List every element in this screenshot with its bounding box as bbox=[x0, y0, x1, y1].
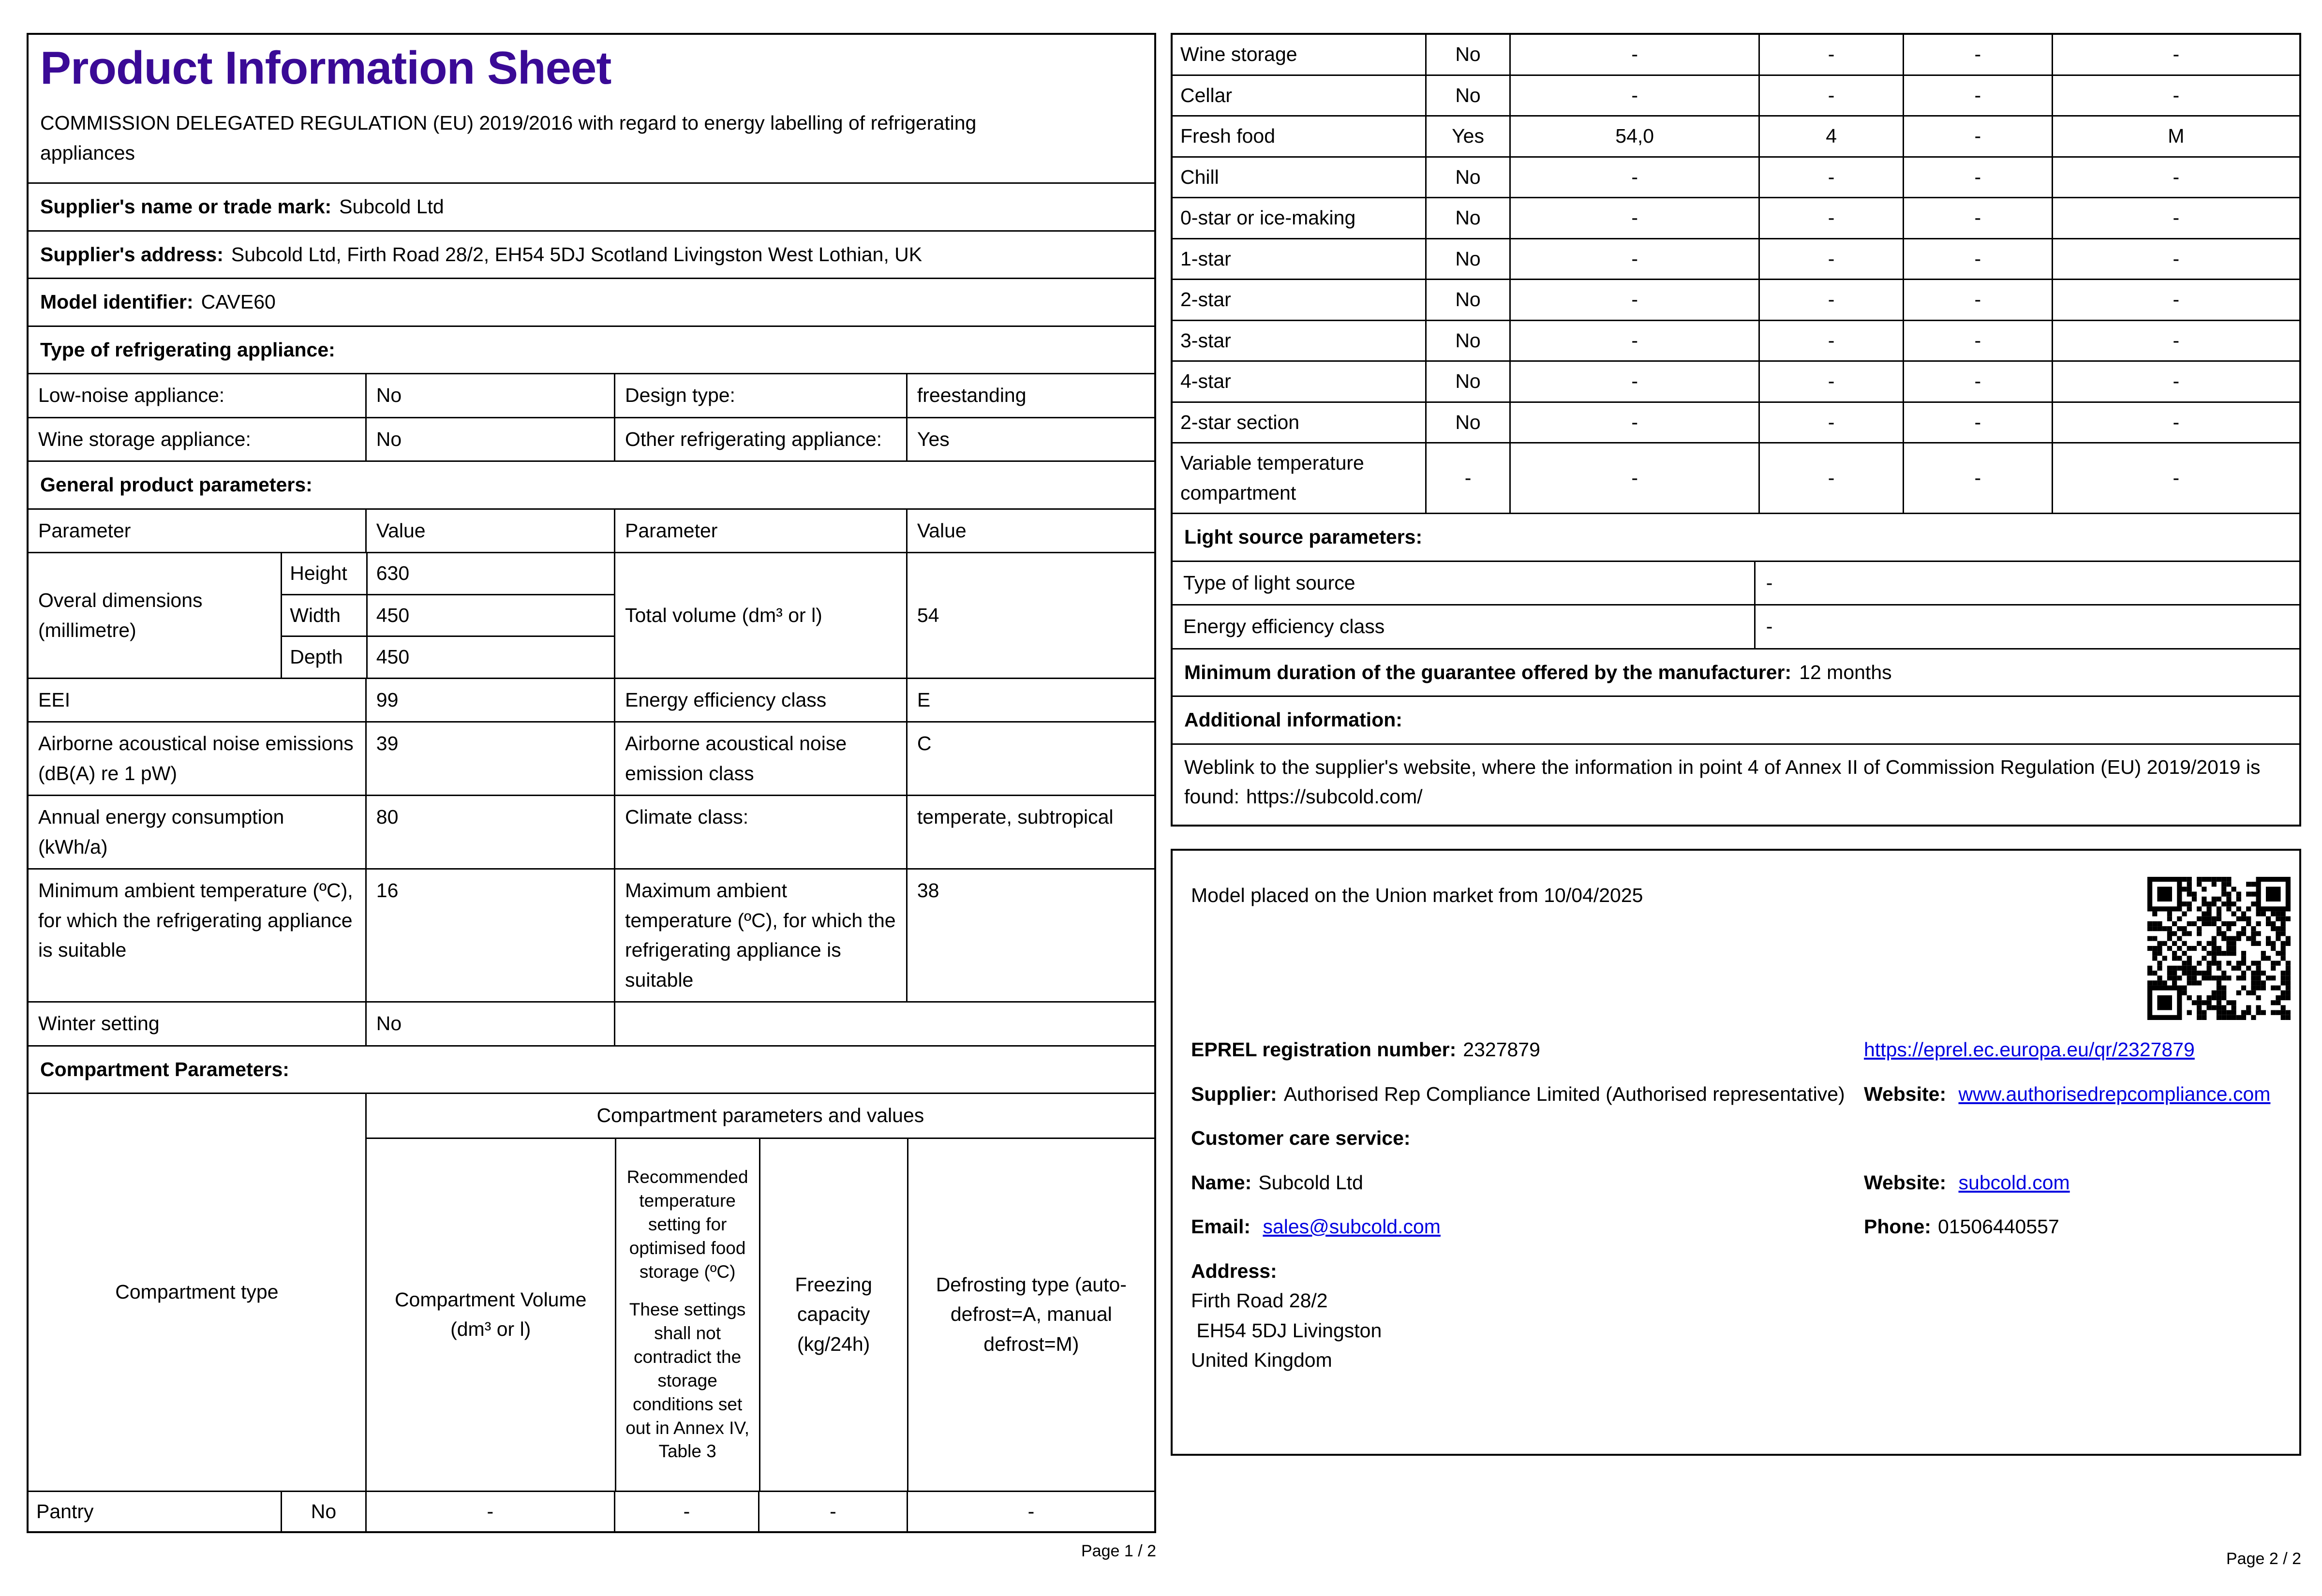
customer-website-link[interactable]: subcold.com bbox=[1958, 1171, 2070, 1194]
dimensions-label: Overal dimensions (millimetre) bbox=[38, 589, 203, 641]
depth-value: 450 bbox=[366, 637, 614, 678]
address-label: Address: bbox=[1191, 1259, 1277, 1282]
energy-class-label: Energy efficiency class bbox=[614, 679, 906, 722]
market-info-box bbox=[1171, 849, 2301, 1456]
customer-phone-value: 01506440557 bbox=[1937, 1215, 2059, 1238]
energy-consumption-value: 80 bbox=[365, 796, 614, 868]
winter-setting-label: Winter setting bbox=[38, 1012, 160, 1035]
row-label: Chill bbox=[1180, 165, 1219, 188]
additional-info-heading: Additional information: bbox=[1184, 709, 1402, 731]
compartment-row-1-star bbox=[1173, 238, 2299, 279]
compartment-row-wine-storage bbox=[1173, 35, 2299, 74]
climate-class-value: temperate, subtropical bbox=[906, 796, 1154, 868]
supplier-name-value: Subcold Ltd bbox=[339, 195, 444, 218]
customer-email-cell bbox=[1191, 1212, 1864, 1242]
row-label: 1-star bbox=[1180, 247, 1231, 270]
type-heading-row bbox=[29, 325, 1154, 373]
row-volume: 54,0 bbox=[1509, 117, 1758, 156]
max-ambient-value: 38 bbox=[906, 870, 1154, 1001]
light-source-type-row bbox=[1173, 561, 2299, 605]
eprel-value: 2327879 bbox=[1463, 1038, 1540, 1061]
row-label: Variable temperature compartment bbox=[1180, 452, 1364, 504]
height-label: Height bbox=[290, 562, 347, 585]
compartment-row-3-star bbox=[1173, 320, 2299, 361]
energy-class-value: E bbox=[906, 679, 1154, 722]
row-temp: - bbox=[1758, 321, 1903, 361]
row-label: 0-star or ice-making bbox=[1180, 207, 1356, 229]
eei-label: EEI bbox=[38, 688, 71, 711]
row-defrost: - bbox=[2052, 443, 2299, 513]
row-volume: - bbox=[1509, 158, 1758, 197]
model-identifier-value: CAVE60 bbox=[201, 291, 276, 313]
row-defrost: - bbox=[2052, 280, 2299, 320]
supplier-website-cell bbox=[1864, 1079, 2280, 1109]
eprel-link-cell bbox=[1864, 1035, 2280, 1065]
wine-storage-appliance-value: No bbox=[365, 418, 614, 461]
value-header-1: Value bbox=[365, 510, 614, 552]
additional-info-heading-row bbox=[1173, 695, 2299, 743]
low-noise-label: Low-noise appliance: bbox=[38, 384, 225, 407]
noise-class-value: C bbox=[906, 723, 1154, 795]
row-temp: - bbox=[1758, 443, 1903, 513]
noise-row bbox=[29, 721, 1154, 795]
row-temp: - bbox=[1758, 35, 1903, 74]
dimensions-row bbox=[29, 552, 1154, 678]
address-block bbox=[1191, 1256, 2280, 1375]
row-freezing: - bbox=[1903, 280, 2051, 320]
compartment-row-fresh-food bbox=[1173, 115, 2299, 156]
width-subrow bbox=[282, 594, 614, 636]
row-freezing: - bbox=[1903, 362, 2051, 401]
row-defrost: - bbox=[2052, 321, 2299, 361]
page-2-sheet bbox=[1171, 33, 2301, 1456]
row-volume: - bbox=[1509, 403, 1758, 443]
height-subrow bbox=[282, 553, 614, 594]
pantry-volume: - bbox=[365, 1492, 614, 1532]
compartment-row-2-star-section bbox=[1173, 401, 2299, 443]
row-volume: - bbox=[1509, 239, 1758, 279]
row-defrost: - bbox=[2052, 362, 2299, 401]
row-present: No bbox=[1425, 158, 1510, 197]
depth-subrow bbox=[282, 635, 614, 678]
design-type-value: freestanding bbox=[906, 374, 1154, 417]
row-present: No bbox=[1425, 403, 1510, 443]
eprel-label: EPREL registration number: bbox=[1191, 1038, 1457, 1061]
param-header-row bbox=[29, 508, 1154, 552]
customer-care-heading: Customer care service: bbox=[1191, 1127, 1411, 1149]
row-freezing: - bbox=[1903, 76, 2051, 116]
row-defrost: - bbox=[2052, 198, 2299, 238]
supplier-row bbox=[1191, 1079, 2280, 1109]
row-present: No bbox=[1425, 35, 1510, 74]
pantry-defrost: - bbox=[907, 1492, 1154, 1532]
pantry-present: No bbox=[281, 1492, 365, 1532]
address-line-3: United Kingdom bbox=[1191, 1349, 1332, 1371]
ambient-temperature-row bbox=[29, 868, 1154, 1001]
winter-setting-empty bbox=[614, 1003, 1154, 1045]
row-temp: - bbox=[1758, 280, 1903, 320]
low-noise-row bbox=[29, 373, 1154, 417]
supplier-value: Authorised Rep Compliance Limited (Authorised representative) bbox=[1283, 1082, 1845, 1105]
customer-phone-label: Phone: bbox=[1864, 1215, 1931, 1238]
depth-label: Depth bbox=[290, 646, 343, 668]
customer-phone-cell bbox=[1864, 1212, 2280, 1242]
row-freezing: - bbox=[1903, 321, 2051, 361]
defrosting-type-header: Defrosting type (auto-defrost=A, manual defrost=M) bbox=[907, 1139, 1154, 1491]
min-ambient-value: 16 bbox=[365, 870, 614, 1001]
customer-contact-row bbox=[1191, 1212, 2280, 1242]
page-2-number: Page 2 / 2 bbox=[2226, 1550, 2301, 1568]
supplier-label: Supplier: bbox=[1191, 1082, 1277, 1105]
row-present: - bbox=[1425, 443, 1510, 513]
recommended-temp-text-1: Recommended temperature setting for optimised food storage (ºC) bbox=[626, 1167, 748, 1282]
row-freezing: - bbox=[1903, 35, 2051, 74]
compartment-group-header: Compartment parameters and values bbox=[596, 1104, 924, 1127]
row-present: No bbox=[1425, 198, 1510, 238]
supplier-website-link[interactable]: www.authorisedrepcompliance.com bbox=[1958, 1082, 2271, 1105]
row-freezing: - bbox=[1903, 239, 2051, 279]
eei-value: 99 bbox=[365, 679, 614, 722]
light-source-type-label: Type of light source bbox=[1183, 571, 1355, 594]
guarantee-label: Minimum duration of the guarantee offered by the manufacturer: bbox=[1184, 661, 1792, 683]
supplier-name-row bbox=[29, 182, 1154, 230]
row-present: No bbox=[1425, 76, 1510, 116]
customer-email-link[interactable]: sales@subcold.com bbox=[1263, 1215, 1441, 1238]
row-temp: - bbox=[1758, 76, 1903, 116]
row-label: Fresh food bbox=[1180, 125, 1275, 147]
customer-name-cell bbox=[1191, 1168, 1864, 1198]
energy-consumption-label: Annual energy consumption (kWh/a) bbox=[38, 806, 284, 858]
page-2-table bbox=[1171, 33, 2301, 827]
compartment-heading: Compartment Parameters: bbox=[40, 1058, 289, 1080]
pantry-temp: - bbox=[614, 1492, 758, 1532]
light-source-class-value: - bbox=[1754, 606, 2299, 648]
param-header-2: Parameter bbox=[614, 510, 906, 552]
customer-name-row bbox=[1191, 1168, 2280, 1198]
row-freezing: - bbox=[1903, 198, 2051, 238]
weblink-url: https://subcold.com/ bbox=[1246, 785, 1423, 808]
supplier-address-value: Subcold Ltd, Firth Road 28/2, EH54 5DJ Scotland Livingston West Lothian, UK bbox=[231, 243, 923, 266]
design-type-label: Design type: bbox=[614, 374, 906, 417]
customer-name-label: Name: bbox=[1191, 1171, 1252, 1194]
row-volume: - bbox=[1509, 280, 1758, 320]
noise-class-label: Airborne acoustical noise emission class bbox=[614, 723, 906, 795]
compartment-heading-row bbox=[29, 1045, 1154, 1093]
row-temp: - bbox=[1758, 158, 1903, 197]
row-temp: - bbox=[1758, 362, 1903, 401]
compartment-row-variable-temperature bbox=[1173, 442, 2299, 513]
address-line-2: EH54 5DJ Livingston bbox=[1191, 1319, 1382, 1342]
general-heading: General product parameters: bbox=[40, 473, 313, 496]
compartment-row-0-star bbox=[1173, 197, 2299, 238]
page-1-sheet bbox=[27, 33, 1156, 1533]
guarantee-row bbox=[1173, 648, 2299, 696]
other-appliance-value: Yes bbox=[906, 418, 1154, 461]
market-date-text: Model placed on the Union market from 10/04/2025 bbox=[1191, 884, 1643, 906]
row-defrost: M bbox=[2052, 117, 2299, 156]
param-header-1: Parameter bbox=[38, 519, 131, 542]
noise-label: Airborne acoustical noise emissions (dB(A) re 1 pW) bbox=[38, 732, 354, 784]
max-ambient-label: Maximum ambient temperature (ºC), for which the refrigerating appliance is suitable bbox=[614, 870, 906, 1001]
compartment-row-cellar bbox=[1173, 74, 2299, 116]
light-source-type-value: - bbox=[1754, 562, 2299, 605]
row-freezing: - bbox=[1903, 403, 2051, 443]
title-block bbox=[29, 35, 1154, 182]
weblink-text: Weblink to the supplier's website, where the information in point 4 of Annex II of Commission Regulation (EU) 2019/2019 is found: bbox=[1184, 755, 2261, 808]
pantry-freezing: - bbox=[758, 1492, 907, 1532]
model-identifier-row bbox=[29, 278, 1154, 325]
row-defrost: - bbox=[2052, 35, 2299, 74]
row-defrost: - bbox=[2052, 76, 2299, 116]
freezing-capacity-header: Freezing capacity (kg/24h) bbox=[759, 1139, 907, 1491]
compartment-row-pantry bbox=[29, 1491, 1154, 1532]
total-volume-label: Total volume (dm³ or l) bbox=[614, 553, 906, 678]
regulation-subtitle: COMMISSION DELEGATED REGULATION (EU) 2019/2016 with regard to energy labelling of refrigerating appliances bbox=[40, 112, 977, 164]
row-volume: - bbox=[1509, 362, 1758, 401]
row-temp: - bbox=[1758, 198, 1903, 238]
light-source-class-label: Energy efficiency class bbox=[1183, 615, 1385, 637]
row-freezing: - bbox=[1903, 443, 2051, 513]
compartment-type-header: Compartment type bbox=[115, 1281, 279, 1303]
winter-setting-value: No bbox=[365, 1003, 614, 1045]
value-header-2: Value bbox=[906, 510, 1154, 552]
row-present: No bbox=[1425, 280, 1510, 320]
compartment-subheaders bbox=[367, 1138, 1154, 1491]
total-volume-value: 54 bbox=[906, 553, 1154, 678]
row-present: No bbox=[1425, 362, 1510, 401]
eprel-row bbox=[1191, 1035, 2280, 1065]
row-label: Cellar bbox=[1180, 84, 1233, 106]
row-present: No bbox=[1425, 239, 1510, 279]
row-freezing: - bbox=[1903, 158, 2051, 197]
type-heading: Type of refrigerating appliance: bbox=[40, 338, 335, 361]
guarantee-value: 12 months bbox=[1799, 661, 1892, 683]
compartment-row-4-star bbox=[1173, 360, 2299, 401]
row-defrost: - bbox=[2052, 403, 2299, 443]
row-label: 4-star bbox=[1180, 370, 1231, 392]
noise-value: 39 bbox=[365, 723, 614, 795]
row-volume: - bbox=[1509, 198, 1758, 238]
row-label: 2-star bbox=[1180, 288, 1231, 310]
light-source-class-row bbox=[1173, 604, 2299, 648]
row-volume: - bbox=[1509, 76, 1758, 116]
row-volume: - bbox=[1509, 443, 1758, 513]
row-defrost: - bbox=[2052, 239, 2299, 279]
general-heading-row bbox=[29, 460, 1154, 508]
row-freezing: - bbox=[1903, 117, 2051, 156]
row-temp: - bbox=[1758, 403, 1903, 443]
compartment-table-header bbox=[29, 1093, 1154, 1490]
wine-storage-appliance-label: Wine storage appliance: bbox=[38, 428, 251, 450]
eei-row bbox=[29, 678, 1154, 722]
recommended-temp-text-2: These settings shall not contradict the storage conditions set out in Annex IV, Table 3 bbox=[625, 1300, 750, 1462]
width-label: Width bbox=[290, 604, 341, 626]
dimensions-values bbox=[281, 553, 614, 678]
recommended-temp-header bbox=[615, 1139, 759, 1491]
supplier-cell bbox=[1191, 1079, 1864, 1109]
energy-consumption-row bbox=[29, 795, 1154, 868]
light-source-heading-row bbox=[1173, 513, 2299, 561]
row-defrost: - bbox=[2052, 158, 2299, 197]
height-value: 630 bbox=[366, 553, 614, 594]
climate-class-label: Climate class: bbox=[614, 796, 906, 868]
qr-code bbox=[2147, 877, 2291, 1020]
page-1-number: Page 1 / 2 bbox=[1081, 1542, 1156, 1560]
winter-setting-row bbox=[29, 1001, 1154, 1045]
row-label: 3-star bbox=[1180, 329, 1231, 352]
address-line-1: Firth Road 28/2 bbox=[1191, 1289, 1328, 1312]
model-identifier-label: Model identifier: bbox=[40, 291, 194, 313]
min-ambient-label: Minimum ambient temperature (ºC), for which the refrigerating appliance is suitable bbox=[38, 879, 353, 961]
eprel-link[interactable]: https://eprel.ec.europa.eu/qr/2327879 bbox=[1864, 1038, 2195, 1061]
row-present: No bbox=[1425, 321, 1510, 361]
compartment-row-chill bbox=[1173, 156, 2299, 197]
width-value: 450 bbox=[366, 595, 614, 636]
row-label: 2-star section bbox=[1180, 411, 1300, 433]
customer-website-label: Website: bbox=[1864, 1171, 1947, 1194]
pantry-label: Pantry bbox=[36, 1500, 94, 1522]
other-appliance-label: Other refrigerating appliance: bbox=[614, 418, 906, 461]
row-label: Wine storage bbox=[1180, 43, 1297, 65]
customer-name-value: Subcold Ltd bbox=[1258, 1171, 1363, 1194]
supplier-name-label: Supplier's name or trade mark: bbox=[40, 195, 332, 218]
customer-website-cell bbox=[1864, 1168, 2280, 1198]
eprel-registration bbox=[1191, 1035, 1864, 1065]
supplier-address-row bbox=[29, 230, 1154, 278]
volume-header: Compartment Volume (dm³ or l) bbox=[394, 1288, 587, 1341]
row-volume: - bbox=[1509, 321, 1758, 361]
light-source-heading: Light source parameters: bbox=[1184, 526, 1423, 548]
low-noise-value: No bbox=[365, 374, 614, 417]
row-present: Yes bbox=[1425, 117, 1510, 156]
supplier-address-label: Supplier's address: bbox=[40, 243, 223, 266]
wine-storage-appliance-row bbox=[29, 417, 1154, 461]
row-temp: 4 bbox=[1758, 117, 1903, 156]
page-title: Product Information Sheet bbox=[40, 42, 611, 94]
row-temp: - bbox=[1758, 239, 1903, 279]
row-volume: - bbox=[1509, 35, 1758, 74]
supplier-website-label: Website: bbox=[1864, 1082, 1947, 1105]
weblink-row bbox=[1173, 743, 2299, 825]
customer-email-label: Email: bbox=[1191, 1215, 1251, 1238]
compartment-params-header bbox=[365, 1094, 1154, 1490]
compartment-row-2-star bbox=[1173, 279, 2299, 320]
